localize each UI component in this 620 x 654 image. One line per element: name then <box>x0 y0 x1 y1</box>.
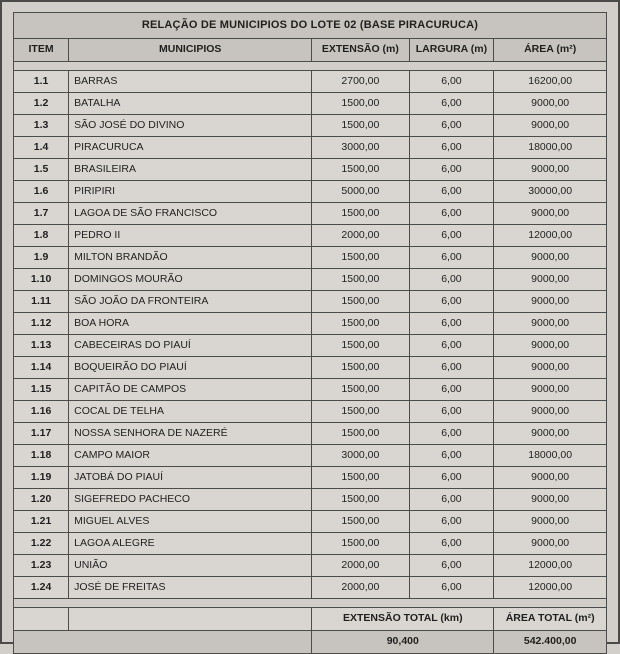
row-area: 9000,00 <box>494 159 607 181</box>
row-area: 18000,00 <box>494 445 607 467</box>
row-largura: 6,00 <box>409 401 494 423</box>
table-title: RELAÇÃO DE MUNICIPIOS DO LOTE 02 (BASE PIRACURUCA) <box>14 13 607 39</box>
row-municipio: BATALHA <box>69 93 312 115</box>
column-header-municipios: MUNICIPIOS <box>69 39 312 62</box>
row-largura: 6,00 <box>409 291 494 313</box>
municipalities-table <box>13 12 607 654</box>
row-municipio: CABECEIRAS DO PIAUÍ <box>69 335 312 357</box>
row-area: 30000,00 <box>494 181 607 203</box>
row-extensao: 1500,00 <box>312 159 409 181</box>
column-header-largura: LARGURA (m) <box>409 39 494 62</box>
row-municipio: JOSÉ DE FREITAS <box>69 577 312 599</box>
footer-spacer-row <box>14 599 607 608</box>
row-item: 1.24 <box>14 577 69 599</box>
row-largura: 6,00 <box>409 137 494 159</box>
row-extensao: 1500,00 <box>312 511 409 533</box>
row-item: 1.22 <box>14 533 69 555</box>
row-area: 9000,00 <box>494 467 607 489</box>
row-item: 1.11 <box>14 291 69 313</box>
row-item: 1.10 <box>14 269 69 291</box>
row-extensao: 3000,00 <box>312 137 409 159</box>
row-municipio: LAGOA DE SÃO FRANCISCO <box>69 203 312 225</box>
row-extensao: 5000,00 <box>312 181 409 203</box>
table-row <box>14 181 607 203</box>
row-extensao: 1500,00 <box>312 379 409 401</box>
row-largura: 6,00 <box>409 225 494 247</box>
extensao-total-label: EXTENSÃO TOTAL (km) <box>312 608 494 631</box>
row-extensao: 1500,00 <box>312 247 409 269</box>
row-extensao: 2000,00 <box>312 577 409 599</box>
table-row <box>14 93 607 115</box>
table-header-row <box>14 39 607 62</box>
table-row <box>14 225 607 247</box>
row-area: 9000,00 <box>494 93 607 115</box>
table-row <box>14 555 607 577</box>
table-row <box>14 291 607 313</box>
row-largura: 6,00 <box>409 445 494 467</box>
row-extensao: 1500,00 <box>312 269 409 291</box>
row-municipio: LAGOA ALEGRE <box>69 533 312 555</box>
row-largura: 6,00 <box>409 181 494 203</box>
area-total-label: ÁREA TOTAL (m²) <box>494 608 607 631</box>
row-largura: 6,00 <box>409 203 494 225</box>
row-item: 1.18 <box>14 445 69 467</box>
table-row <box>14 511 607 533</box>
row-municipio: MILTON BRANDÃO <box>69 247 312 269</box>
row-area: 9000,00 <box>494 291 607 313</box>
row-area: 9000,00 <box>494 401 607 423</box>
row-area: 12000,00 <box>494 225 607 247</box>
row-area: 9000,00 <box>494 533 607 555</box>
row-area: 9000,00 <box>494 203 607 225</box>
row-largura: 6,00 <box>409 71 494 93</box>
row-extensao: 2700,00 <box>312 71 409 93</box>
row-item: 1.6 <box>14 181 69 203</box>
row-item: 1.7 <box>14 203 69 225</box>
table-row <box>14 401 607 423</box>
row-item: 1.17 <box>14 423 69 445</box>
row-municipio: DOMINGOS MOURÃO <box>69 269 312 291</box>
row-largura: 6,00 <box>409 467 494 489</box>
row-extensao: 3000,00 <box>312 445 409 467</box>
row-largura: 6,00 <box>409 533 494 555</box>
row-item: 1.5 <box>14 159 69 181</box>
row-municipio: NOSSA SENHORA DE NAZERÉ <box>69 423 312 445</box>
row-extensao: 1500,00 <box>312 467 409 489</box>
row-item: 1.16 <box>14 401 69 423</box>
table-row <box>14 313 607 335</box>
table-row <box>14 159 607 181</box>
totals-empty-municipio-cell <box>69 608 312 631</box>
row-area: 9000,00 <box>494 115 607 137</box>
row-item: 1.13 <box>14 335 69 357</box>
row-largura: 6,00 <box>409 247 494 269</box>
row-area: 16200,00 <box>494 71 607 93</box>
row-area: 9000,00 <box>494 357 607 379</box>
row-area: 9000,00 <box>494 335 607 357</box>
row-extensao: 1500,00 <box>312 313 409 335</box>
table-row <box>14 489 607 511</box>
row-municipio: CAMPO MAIOR <box>69 445 312 467</box>
row-item: 1.12 <box>14 313 69 335</box>
table-row <box>14 533 607 555</box>
table-row <box>14 247 607 269</box>
row-municipio: SIGEFREDO PACHECO <box>69 489 312 511</box>
table-row <box>14 379 607 401</box>
row-item: 1.23 <box>14 555 69 577</box>
row-largura: 6,00 <box>409 159 494 181</box>
row-municipio: BOA HORA <box>69 313 312 335</box>
table-title-row <box>14 13 607 39</box>
column-header-area: ÁREA (m²) <box>494 39 607 62</box>
row-area: 9000,00 <box>494 313 607 335</box>
table-row <box>14 357 607 379</box>
totals-value-row <box>14 631 607 654</box>
row-extensao: 1500,00 <box>312 357 409 379</box>
table-row <box>14 269 607 291</box>
row-largura: 6,00 <box>409 115 494 137</box>
extensao-total-value: 90,400 <box>312 631 494 654</box>
row-item: 1.8 <box>14 225 69 247</box>
row-extensao: 1500,00 <box>312 291 409 313</box>
table-row <box>14 577 607 599</box>
row-item: 1.15 <box>14 379 69 401</box>
row-largura: 6,00 <box>409 335 494 357</box>
row-extensao: 1500,00 <box>312 401 409 423</box>
row-largura: 6,00 <box>409 489 494 511</box>
row-municipio: BOQUEIRÃO DO PIAUÍ <box>69 357 312 379</box>
row-largura: 6,00 <box>409 423 494 445</box>
row-area: 9000,00 <box>494 247 607 269</box>
row-area: 9000,00 <box>494 269 607 291</box>
header-spacer-row <box>14 62 607 71</box>
totals-empty-left-cell <box>14 631 312 654</box>
row-largura: 6,00 <box>409 93 494 115</box>
row-item: 1.9 <box>14 247 69 269</box>
row-municipio: UNIÃO <box>69 555 312 577</box>
row-area: 9000,00 <box>494 379 607 401</box>
row-extensao: 1500,00 <box>312 115 409 137</box>
row-municipio: CAPITÃO DE CAMPOS <box>69 379 312 401</box>
row-extensao: 1500,00 <box>312 423 409 445</box>
table-body <box>14 71 607 599</box>
table-row <box>14 423 607 445</box>
table-row <box>14 335 607 357</box>
table-row <box>14 467 607 489</box>
row-largura: 6,00 <box>409 577 494 599</box>
row-item: 1.20 <box>14 489 69 511</box>
row-largura: 6,00 <box>409 269 494 291</box>
totals-empty-item-cell <box>14 608 69 631</box>
row-municipio: SÃO JOSÉ DO DIVINO <box>69 115 312 137</box>
row-largura: 6,00 <box>409 357 494 379</box>
row-municipio: SÃO JOÃO DA FRONTEIRA <box>69 291 312 313</box>
row-extensao: 2000,00 <box>312 225 409 247</box>
row-largura: 6,00 <box>409 379 494 401</box>
row-municipio: BARRAS <box>69 71 312 93</box>
row-municipio: PEDRO II <box>69 225 312 247</box>
row-area: 12000,00 <box>494 577 607 599</box>
table-row <box>14 445 607 467</box>
row-municipio: BRASILEIRA <box>69 159 312 181</box>
row-item: 1.19 <box>14 467 69 489</box>
scanned-document-page <box>2 2 618 648</box>
row-municipio: PIRIPIRI <box>69 181 312 203</box>
row-municipio: MIGUEL ALVES <box>69 511 312 533</box>
row-largura: 6,00 <box>409 555 494 577</box>
row-area: 18000,00 <box>494 137 607 159</box>
row-extensao: 1500,00 <box>312 489 409 511</box>
row-item: 1.3 <box>14 115 69 137</box>
row-municipio: COCAL DE TELHA <box>69 401 312 423</box>
totals-label-row <box>14 608 607 631</box>
table-row <box>14 115 607 137</box>
table-row <box>14 71 607 93</box>
row-item: 1.21 <box>14 511 69 533</box>
row-area: 9000,00 <box>494 423 607 445</box>
row-extensao: 1500,00 <box>312 533 409 555</box>
row-item: 1.4 <box>14 137 69 159</box>
row-area: 9000,00 <box>494 489 607 511</box>
row-area: 12000,00 <box>494 555 607 577</box>
row-item: 1.1 <box>14 71 69 93</box>
column-header-extensao: EXTENSÃO (m) <box>312 39 409 62</box>
row-municipio: PIRACURUCA <box>69 137 312 159</box>
row-extensao: 2000,00 <box>312 555 409 577</box>
row-largura: 6,00 <box>409 511 494 533</box>
row-largura: 6,00 <box>409 313 494 335</box>
row-extensao: 1500,00 <box>312 203 409 225</box>
column-header-item: ITEM <box>14 39 69 62</box>
table-row <box>14 203 607 225</box>
row-extensao: 1500,00 <box>312 93 409 115</box>
row-municipio: JATOBÁ DO PIAUÍ <box>69 467 312 489</box>
row-area: 9000,00 <box>494 511 607 533</box>
row-extensao: 1500,00 <box>312 335 409 357</box>
area-total-value: 542.400,00 <box>494 631 607 654</box>
row-item: 1.14 <box>14 357 69 379</box>
row-item: 1.2 <box>14 93 69 115</box>
table-row <box>14 137 607 159</box>
